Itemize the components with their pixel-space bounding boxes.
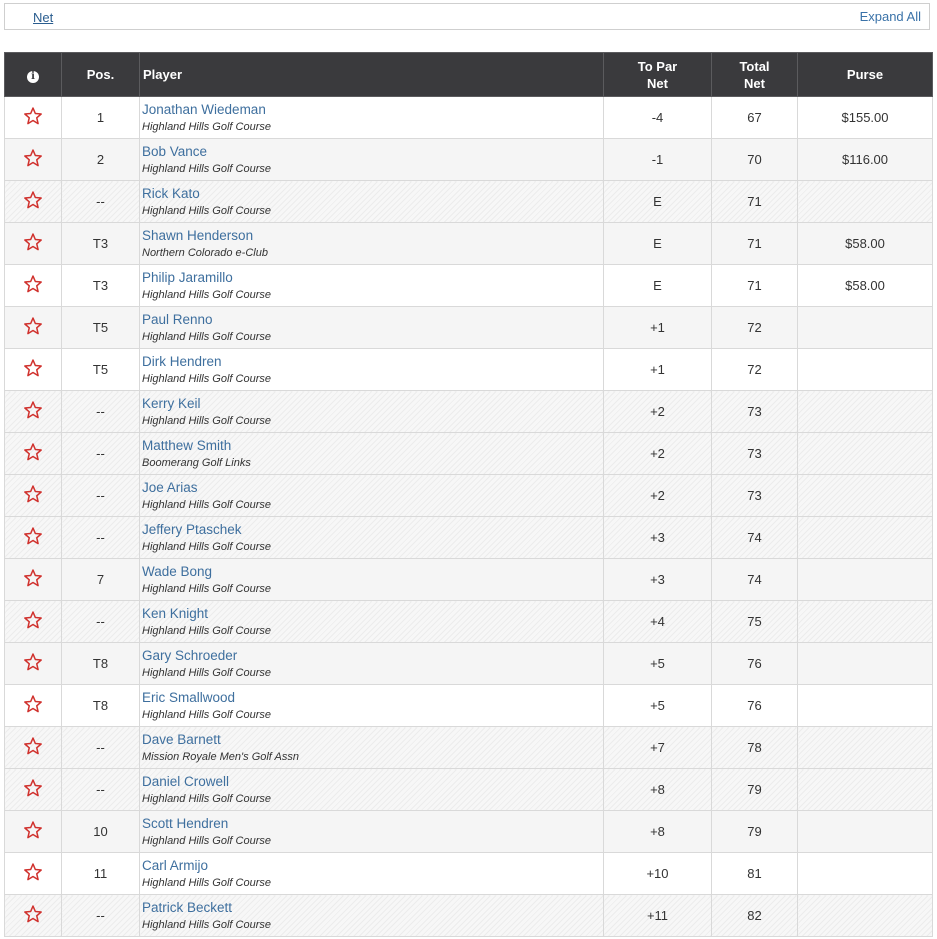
to-par-cell: +2 [604, 475, 712, 517]
position-cell: -- [62, 433, 140, 475]
info-icon[interactable]: i [27, 71, 39, 83]
total-cell: 72 [712, 307, 798, 349]
total-cell: 79 [712, 769, 798, 811]
player-club: Boomerang Golf Links [142, 456, 251, 469]
star-icon[interactable] [23, 694, 43, 714]
leaderboard-row [5, 559, 933, 601]
star-icon[interactable] [23, 316, 43, 336]
leaderboard-row [5, 139, 933, 181]
total-cell: 71 [712, 265, 798, 307]
to-par-cell: +8 [604, 811, 712, 853]
player-cell [140, 139, 604, 181]
to-par-cell: +1 [604, 349, 712, 391]
player-cell [140, 853, 604, 895]
position-cell: T5 [62, 307, 140, 349]
total-cell: 70 [712, 139, 798, 181]
player-cell [140, 181, 604, 223]
player-cell [140, 265, 604, 307]
leaderboard-row [5, 769, 933, 811]
purse-cell [798, 895, 933, 937]
star-icon[interactable] [23, 190, 43, 210]
position-cell: -- [62, 517, 140, 559]
favorite-cell [5, 895, 62, 937]
leaderboard-row [5, 391, 933, 433]
purse-cell [798, 853, 933, 895]
leaderboard-row [5, 895, 933, 937]
player-club: Highland Hills Golf Course [142, 792, 271, 805]
purse-cell [798, 181, 933, 223]
player-name-link[interactable]: Bob Vance [142, 143, 208, 159]
purse-cell [798, 643, 933, 685]
total-label: Total [739, 58, 770, 74]
favorite-cell [5, 811, 62, 853]
star-icon[interactable] [23, 274, 43, 294]
star-icon[interactable] [23, 232, 43, 252]
leaderboard-row [5, 475, 933, 517]
favorite-cell [5, 601, 62, 643]
total-cell: 82 [712, 895, 798, 937]
favorite-cell [5, 97, 62, 139]
purse-cell [798, 559, 933, 601]
player-club: Highland Hills Golf Course [142, 834, 271, 847]
position-cell: -- [62, 601, 140, 643]
star-icon[interactable] [23, 106, 43, 126]
net-tab-link[interactable]: Net [33, 10, 54, 25]
player-name-link[interactable]: Gary Schroeder [142, 647, 238, 663]
position-cell: -- [62, 727, 140, 769]
leaderboard-row [5, 685, 933, 727]
position-cell: T3 [62, 265, 140, 307]
leaderboard-row [5, 643, 933, 685]
player-name-link[interactable]: Joe Arias [142, 479, 198, 495]
to-par-label: To Par [637, 58, 678, 74]
purse-cell: $58.00 [798, 265, 933, 307]
position-cell: -- [62, 475, 140, 517]
star-icon[interactable] [23, 862, 43, 882]
total-cell: 74 [712, 559, 798, 601]
player-cell [140, 475, 604, 517]
player-name-link[interactable]: Ken Knight [142, 605, 209, 621]
player-cell [140, 391, 604, 433]
star-icon[interactable] [23, 820, 43, 840]
position-cell: 2 [62, 139, 140, 181]
star-icon[interactable] [23, 442, 43, 462]
leaderboard-row [5, 517, 933, 559]
leaderboard-row [5, 853, 933, 895]
star-icon[interactable] [23, 568, 43, 588]
leaderboard-table [4, 52, 933, 937]
player-cell [140, 811, 604, 853]
position-cell: -- [62, 181, 140, 223]
purse-cell: $58.00 [798, 223, 933, 265]
total-cell: 81 [712, 853, 798, 895]
favorite-cell [5, 769, 62, 811]
purse-cell [798, 475, 933, 517]
player-name-link[interactable]: Jonathan Wiedeman [142, 101, 266, 117]
star-icon[interactable] [23, 652, 43, 672]
view-toggle-bar [4, 3, 930, 30]
favorite-cell [5, 853, 62, 895]
player-club: Highland Hills Golf Course [142, 120, 271, 133]
to-par-cell: +8 [604, 769, 712, 811]
star-icon[interactable] [23, 148, 43, 168]
position-cell: -- [62, 895, 140, 937]
player-club: Highland Hills Golf Course [142, 624, 271, 637]
player-club: Highland Hills Golf Course [142, 288, 271, 301]
player-cell [140, 307, 604, 349]
to-par-cell: E [604, 181, 712, 223]
player-name-link[interactable]: Paul Renno [142, 311, 213, 327]
player-cell [140, 517, 604, 559]
favorite-cell [5, 643, 62, 685]
to-par-cell: +2 [604, 391, 712, 433]
player-cell [140, 97, 604, 139]
player-cell [140, 895, 604, 937]
total-cell: 76 [712, 643, 798, 685]
to-par-cell: +5 [604, 643, 712, 685]
leaderboard-row [5, 307, 933, 349]
player-name-link[interactable]: Jeffery Ptaschek [142, 521, 242, 537]
player-club: Highland Hills Golf Course [142, 876, 271, 889]
star-icon[interactable] [23, 400, 43, 420]
to-par-cell: -1 [604, 139, 712, 181]
to-par-cell: E [604, 223, 712, 265]
purse-cell [798, 517, 933, 559]
leaderboard-row [5, 601, 933, 643]
player-club: Highland Hills Golf Course [142, 540, 271, 553]
favorite-cell [5, 727, 62, 769]
player-name-link[interactable]: Carl Armijo [142, 857, 209, 873]
favorite-cell [5, 475, 62, 517]
favorite-cell [5, 223, 62, 265]
player-name-link[interactable]: Dave Barnett [142, 731, 221, 747]
player-name-link[interactable]: Scott Hendren [142, 815, 229, 831]
star-icon[interactable] [23, 358, 43, 378]
star-icon[interactable] [23, 610, 43, 630]
purse-cell [798, 349, 933, 391]
to-par-net-label: Net [647, 75, 668, 91]
player-club: Highland Hills Golf Course [142, 330, 271, 343]
favorite-cell [5, 265, 62, 307]
position-cell: 1 [62, 97, 140, 139]
player-name-link[interactable]: Daniel Crowell [142, 773, 230, 789]
to-par-cell: +11 [604, 895, 712, 937]
header-row [5, 53, 933, 97]
leaderboard-row [5, 811, 933, 853]
player-club: Highland Hills Golf Course [142, 414, 271, 427]
total-cell: 67 [712, 97, 798, 139]
to-par-cell: -4 [604, 97, 712, 139]
position-cell: 7 [62, 559, 140, 601]
total-cell: 79 [712, 811, 798, 853]
player-club: Highland Hills Golf Course [142, 918, 271, 931]
leaderboard-row [5, 223, 933, 265]
to-par-net-header[interactable] [604, 53, 712, 97]
player-cell [140, 727, 604, 769]
total-cell: 78 [712, 727, 798, 769]
position-cell: 10 [62, 811, 140, 853]
total-cell: 73 [712, 475, 798, 517]
position-cell: 11 [62, 853, 140, 895]
star-icon[interactable] [23, 526, 43, 546]
player-cell [140, 601, 604, 643]
player-club: Highland Hills Golf Course [142, 708, 271, 721]
to-par-cell: +2 [604, 433, 712, 475]
player-club: Highland Hills Golf Course [142, 372, 271, 385]
to-par-cell: +1 [604, 307, 712, 349]
total-net-label: Net [744, 75, 765, 91]
player-name-link[interactable]: Shawn Henderson [142, 227, 254, 243]
favorite-cell [5, 181, 62, 223]
purse-cell [798, 727, 933, 769]
player-name-link[interactable]: Rick Kato [142, 185, 200, 201]
player-cell [140, 769, 604, 811]
to-par-cell: +7 [604, 727, 712, 769]
favorite-cell [5, 559, 62, 601]
to-par-cell: +4 [604, 601, 712, 643]
leaderboard-row [5, 349, 933, 391]
total-cell: 71 [712, 181, 798, 223]
position-cell: T8 [62, 685, 140, 727]
total-cell: 75 [712, 601, 798, 643]
to-par-cell: E [604, 265, 712, 307]
purse-cell [798, 685, 933, 727]
purse-cell [798, 769, 933, 811]
star-icon[interactable] [23, 484, 43, 504]
player-name-link[interactable]: Wade Bong [142, 563, 213, 579]
pos-header[interactable]: Pos. [62, 53, 140, 97]
total-cell: 73 [712, 391, 798, 433]
favorite-cell [5, 391, 62, 433]
player-club: Highland Hills Golf Course [142, 498, 271, 511]
favorite-cell [5, 433, 62, 475]
star-icon[interactable] [23, 904, 43, 924]
purse-cell [798, 601, 933, 643]
favorite-cell [5, 307, 62, 349]
player-cell [140, 559, 604, 601]
leaderboard-row [5, 727, 933, 769]
player-name-link[interactable]: Patrick Beckett [142, 899, 233, 915]
to-par-cell: +3 [604, 559, 712, 601]
leaderboard-row [5, 181, 933, 223]
player-name-link[interactable]: Eric Smallwood [142, 689, 236, 705]
info-header[interactable] [5, 53, 62, 97]
leaderboard-row [5, 265, 933, 307]
favorite-cell [5, 349, 62, 391]
player-club: Highland Hills Golf Course [142, 162, 271, 175]
total-cell: 73 [712, 433, 798, 475]
player-club: Highland Hills Golf Course [142, 666, 271, 679]
position-cell: T5 [62, 349, 140, 391]
player-name-link[interactable]: Philip Jaramillo [142, 269, 233, 285]
purse-cell [798, 811, 933, 853]
to-par-cell: +5 [604, 685, 712, 727]
position-cell: -- [62, 391, 140, 433]
player-club: Northern Colorado e-Club [142, 246, 268, 259]
position-cell: T3 [62, 223, 140, 265]
purse-header[interactable]: Purse [798, 53, 933, 97]
player-club: Highland Hills Golf Course [142, 582, 271, 595]
purse-cell: $155.00 [798, 97, 933, 139]
position-cell: -- [62, 769, 140, 811]
leaderboard-row [5, 433, 933, 475]
player-cell [140, 643, 604, 685]
star-icon[interactable] [23, 778, 43, 798]
favorite-cell [5, 685, 62, 727]
player-club: Highland Hills Golf Course [142, 204, 271, 217]
total-cell: 71 [712, 223, 798, 265]
star-icon[interactable] [23, 736, 43, 756]
player-club: Mission Royale Men's Golf Assn [142, 750, 299, 763]
to-par-cell: +3 [604, 517, 712, 559]
player-header[interactable]: Player [140, 53, 604, 97]
total-cell: 74 [712, 517, 798, 559]
total-cell: 76 [712, 685, 798, 727]
leaderboard-row [5, 97, 933, 139]
purse-cell [798, 391, 933, 433]
position-cell: T8 [62, 643, 140, 685]
favorite-cell [5, 517, 62, 559]
player-cell [140, 685, 604, 727]
purse-cell [798, 433, 933, 475]
favorite-cell [5, 139, 62, 181]
player-cell [140, 223, 604, 265]
player-cell [140, 349, 604, 391]
to-par-cell: +10 [604, 853, 712, 895]
player-name-link[interactable]: Kerry Keil [142, 395, 201, 411]
expand-all-link[interactable]: Expand All [859, 9, 921, 24]
total-net-header[interactable] [712, 53, 798, 97]
total-cell: 72 [712, 349, 798, 391]
player-name-link[interactable]: Dirk Hendren [142, 353, 222, 369]
player-cell [140, 433, 604, 475]
player-name-link[interactable]: Matthew Smith [142, 437, 232, 453]
purse-cell: $116.00 [798, 139, 933, 181]
purse-cell [798, 307, 933, 349]
